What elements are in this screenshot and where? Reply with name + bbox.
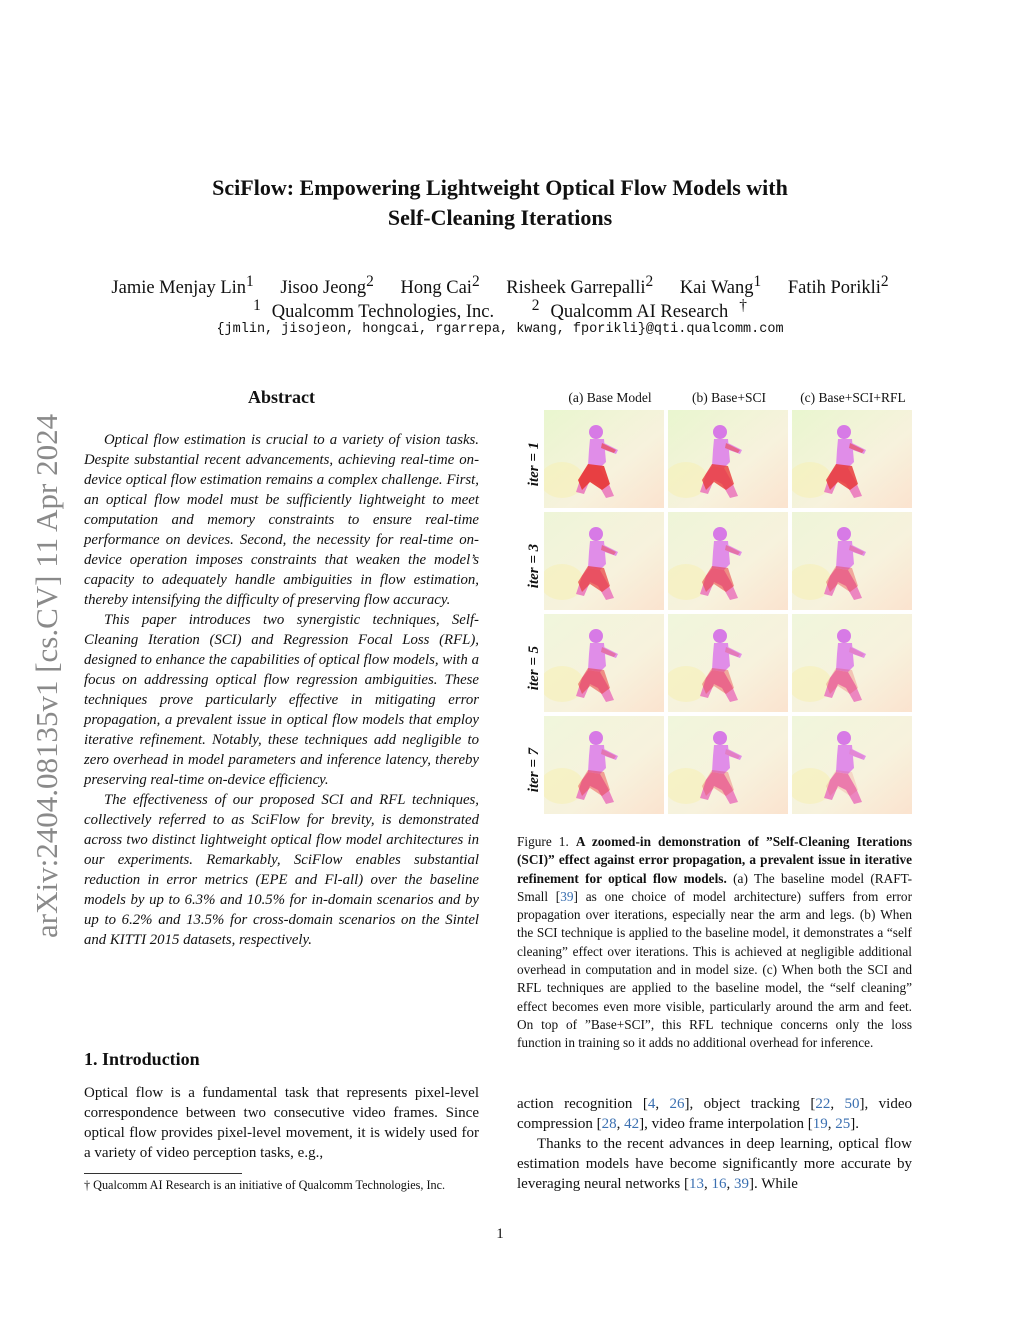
flow-panel bbox=[792, 512, 912, 610]
affiliations bbox=[60, 294, 940, 324]
author: Jamie Menjay Lin$^1$ bbox=[111, 273, 254, 299]
footnote-rule bbox=[84, 1173, 242, 1174]
abstract-heading: Abstract bbox=[248, 387, 315, 407]
affiliation: $^2$ Qualcomm AI Research † bbox=[531, 297, 747, 323]
figure-column-header: (b) Base+SCI bbox=[692, 390, 766, 405]
flow-panel bbox=[544, 716, 664, 814]
title-line-1: SciFlow: Empowering Lightweight Optical Flow Models with bbox=[212, 175, 788, 200]
flow-panel bbox=[668, 512, 788, 610]
abstract-paragraph: Optical flow estimation is crucial to a variety of vision tasks. Despite substantial recent advancements, achieving real-time on-device optical flow estimation remains a complex challenge. First, an optical flow model must be sufficiently lightweight to meet computation and memory constraints to ensure real-time performance on devices. Second, the necessity for real-time on-device operation imposes constraints that weaken the model’s capacity to adequately handle ambiguities in flow estimation, thereby intensifying the difficulty of preserving flow accuracy. bbox=[84, 432, 479, 608]
section-heading-introduction: 1. Introduction bbox=[84, 1049, 200, 1069]
caption-label: Figure 1. bbox=[517, 834, 569, 849]
flow-panel bbox=[792, 410, 912, 508]
intro-paragraph: Optical flow is a fundamental task that represents pixel-level correspondence between two consecutive video frames. Since optical flow provides pixel-level movement, it is widely used for a variety of video perception tasks, e.g., bbox=[84, 1085, 479, 1161]
figure-row-label: iter = 3 bbox=[526, 543, 542, 589]
caption-text: ] as one choice of model architecture) suffers from error propagation over iterations, especially near the arm and legs. (b) When the SCI technique is applied to the baseline model, it demonstrates a “self cleaning” effect over iterations. This is achieved at negligible additional overhead in computation and in model size. (c) When both the SCI and RFL techniques are applied to the baseline model, the “self cleaning” effect becomes even more visible, particularly around the arm and feet. On top of ”Base+SCI”, this RFL technique concerns only the loss function in training so it adds no additional overhead for inference. bbox=[517, 888, 912, 1051]
citation-link[interactable]: 13 bbox=[689, 1176, 705, 1192]
citation-link[interactable]: 16 bbox=[711, 1176, 727, 1192]
citation-link[interactable]: 28 bbox=[601, 1116, 617, 1132]
citation-link[interactable]: 4 bbox=[647, 1096, 656, 1112]
flow-panel bbox=[668, 716, 788, 814]
intro-continuation: action recognition [4, 26], object tracking [22, 50], video compression [28, 42], video frame interpolation [19, 25]. Thanks to the recent advances in deep learning, optical flow estimation models have become significantly more accurate by leveraging neural networks [13, 16, 39]. While bbox=[517, 1096, 913, 1192]
flow-panel bbox=[544, 410, 664, 508]
title-line-2: Self-Cleaning Iterations bbox=[387, 205, 613, 230]
flow-panel bbox=[668, 614, 788, 712]
flow-panel bbox=[544, 512, 664, 610]
figure-row-label: iter = 5 bbox=[526, 645, 542, 691]
flow-panel bbox=[792, 716, 912, 814]
flow-panel bbox=[792, 614, 912, 712]
citation-link[interactable]: 26 bbox=[669, 1096, 685, 1112]
citation-link[interactable]: 42 bbox=[624, 1116, 640, 1132]
figure-row-label: iter = 1 bbox=[526, 441, 542, 487]
paper-title bbox=[120, 173, 880, 233]
flow-panel bbox=[668, 410, 788, 508]
citation-link[interactable]: 19 bbox=[812, 1116, 828, 1132]
affiliation: $^1$ Qualcomm Technologies, Inc. bbox=[253, 297, 495, 323]
author: Kai Wang$^1$ bbox=[679, 273, 762, 299]
author: Risheek Garrepalli$^2$ bbox=[506, 273, 654, 299]
citation-link[interactable]: 39 bbox=[560, 888, 574, 904]
author: Hong Cai$^2$ bbox=[400, 273, 480, 299]
figure-caption bbox=[517, 833, 912, 1053]
abstract-paragraph: This paper introduces two synergistic techniques, Self-Cleaning Iteration (SCI) and Regression Focal Loss (RFL), designed to enhance the capabilities of optical flow models, with a focus on addressing optical flow regression ambiguities. These techniques prove particularly effective in mitigating error propagation, a prevalent issue in optical flow models that employ iterative refinement. Notably, these techniques add negligible to zero overhead in model parameters and inference latency, thereby preserving real-time on-device efficiency. bbox=[84, 612, 479, 788]
page-number: 1 bbox=[496, 1226, 504, 1242]
citation-link[interactable]: 50 bbox=[844, 1096, 860, 1112]
abstract-paragraph: The effectiveness of our proposed SCI and RFL techniques, collectively referred to as SciFlow for brevity, is demonstrated across two distinct lightweight optical flow model architectures in our experiments. Remarkably, SciFlow enables substantial reduction in error metrics (EPE and Fl-all) over the baseline models by up to 6.3% and 10.5% for in-domain scenarios and by up to 6.2% and 13.5% for cross-domain scenarios on the Sintel and KITTI 2015 datasets, respectively. bbox=[84, 792, 479, 948]
author: Fatih Porikli$^2$ bbox=[787, 273, 889, 299]
flow-panel bbox=[544, 614, 664, 712]
citation-link[interactable]: 39 bbox=[734, 1176, 750, 1192]
figure-row-label: iter = 7 bbox=[526, 747, 542, 793]
author: Jisoo Jeong$^2$ bbox=[280, 273, 374, 299]
caption-text: (a) The baseline model (RAFT-Small [ bbox=[517, 870, 913, 904]
arxiv-stamp: arXiv:2404.08135v1 [cs.CV] 11 Apr 2024 bbox=[29, 413, 64, 938]
citation-link[interactable]: 22 bbox=[815, 1096, 831, 1112]
abstract-body bbox=[84, 430, 479, 950]
caption-title: A zoomed-in demonstration of ”Self-Cleaning Iterations (SCI)” effect against error propagation, a prevalent issue in iterative refinement for optical flow models. bbox=[517, 834, 913, 886]
citation-link[interactable]: 25 bbox=[835, 1116, 851, 1132]
author-emails: {jmlin, jisojeon, hongcai, rgarrepa, kwang, fporikli}@qti.qualcomm.com bbox=[216, 322, 784, 337]
figure-column-header: (c) Base+SCI+RFL bbox=[800, 390, 906, 405]
figure-column-header: (a) Base Model bbox=[568, 390, 652, 405]
footnote: † Qualcomm AI Research is an initiative of Qualcomm Technologies, Inc. bbox=[84, 1178, 446, 1192]
